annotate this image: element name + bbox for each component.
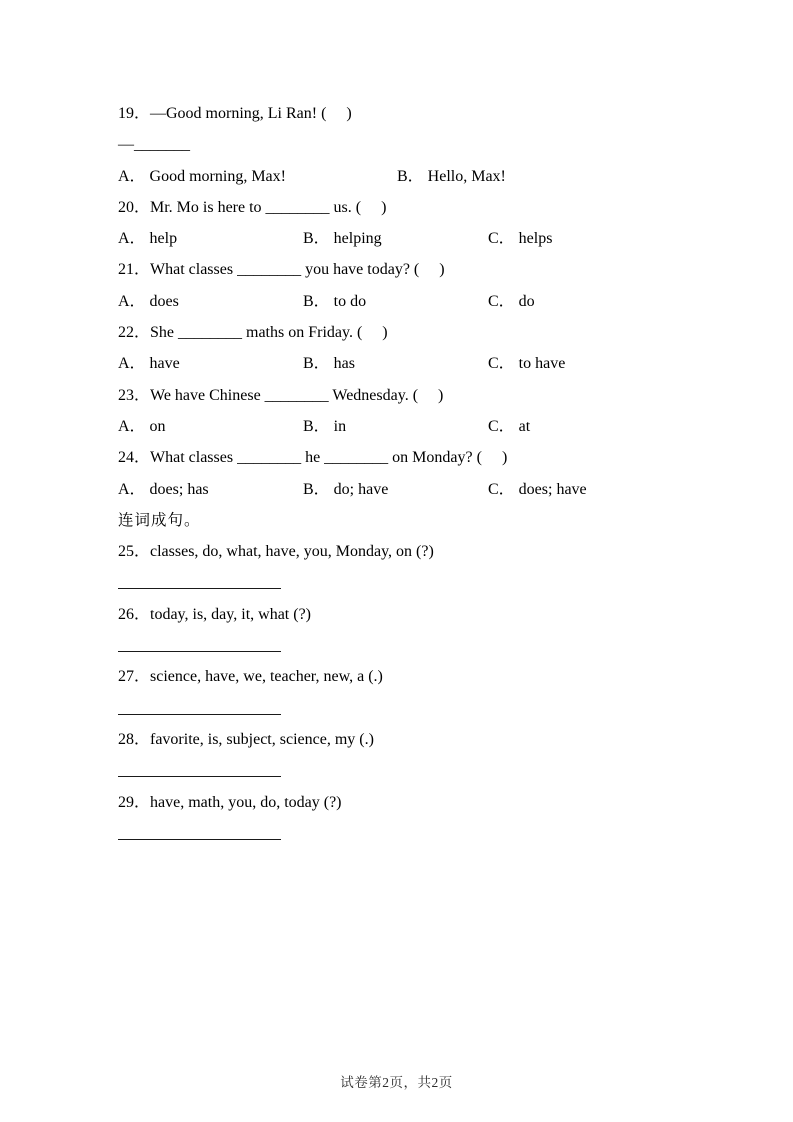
q24-options xyxy=(118,474,703,505)
q24-option-a: A． does; has xyxy=(118,480,209,498)
q23-options xyxy=(118,411,703,442)
q23-option-c: C． at xyxy=(488,417,531,435)
q22-options xyxy=(118,348,703,379)
q24-option-c: C． does; have xyxy=(488,480,587,498)
q28-answer-line xyxy=(118,755,703,786)
q20-option-a: A． help xyxy=(118,230,178,248)
q28-text: 28．favorite, is, subject, science, my (.) xyxy=(118,730,374,748)
q22-option-b: B． has xyxy=(303,355,356,373)
q23-option-b: B． in xyxy=(303,417,347,435)
q22-stem: 22．She ________ maths on Friday. ( ) xyxy=(118,324,388,342)
q19-option-b: B． Hello, Max! xyxy=(397,167,506,185)
q19-stem: 19．—Good morning, Li Ran! ( ) xyxy=(118,105,352,122)
q21-stem: 21．What classes ________ you have today? ( ) xyxy=(118,261,445,279)
q25-answer-line xyxy=(118,567,703,598)
q20-stem: 20．Mr. Mo is here to ________ us. ( ) xyxy=(118,198,387,216)
answer-blank xyxy=(118,755,281,777)
q20-option-b: B． helping xyxy=(303,230,382,248)
q26-answer-line xyxy=(118,630,703,661)
q20-option-c: C． helps xyxy=(488,230,553,248)
q25-text: 25．classes, do, what, have, you, Monday, on (?) xyxy=(118,543,434,561)
paper-content xyxy=(118,98,703,849)
answer-blank xyxy=(118,693,281,715)
q21-options xyxy=(118,286,703,317)
q19-option-a: A． Good morning, Max! xyxy=(118,167,286,185)
q21-option-c: C． do xyxy=(488,292,535,310)
q21-option-a: A． does xyxy=(118,292,179,310)
q23-stem: 23．We have Chinese ________ Wednesday. ( ) xyxy=(118,386,444,404)
q24-stem: 24．What classes ________ he ________ on Monday? ( ) xyxy=(118,449,508,467)
q22-option-c: C． to have xyxy=(488,355,566,373)
q23-option-a: A． on xyxy=(118,417,166,435)
q21-option-b: B． to do xyxy=(303,292,367,310)
q24-option-b: B． do; have xyxy=(303,480,389,498)
q27-answer-line xyxy=(118,693,703,724)
q20-options xyxy=(118,223,703,254)
answer-blank xyxy=(118,630,281,652)
answer-blank xyxy=(118,818,281,840)
q19-reply-blank: —_______ xyxy=(118,136,190,154)
section-header-rearrange: 连词成句。 xyxy=(118,511,201,529)
q26-text: 26．today, is, day, it, what (?) xyxy=(118,605,311,623)
q19-options xyxy=(118,161,703,192)
q27-text: 27．science, have, we, teacher, new, a (.) xyxy=(118,668,383,686)
q29-answer-line xyxy=(118,818,703,849)
page-footer: 试卷第2页，共2页 xyxy=(340,1075,453,1090)
q29-text: 29．have, math, you, do, today (?) xyxy=(118,793,342,811)
q22-option-a: A． have xyxy=(118,355,180,373)
answer-blank xyxy=(118,567,281,589)
